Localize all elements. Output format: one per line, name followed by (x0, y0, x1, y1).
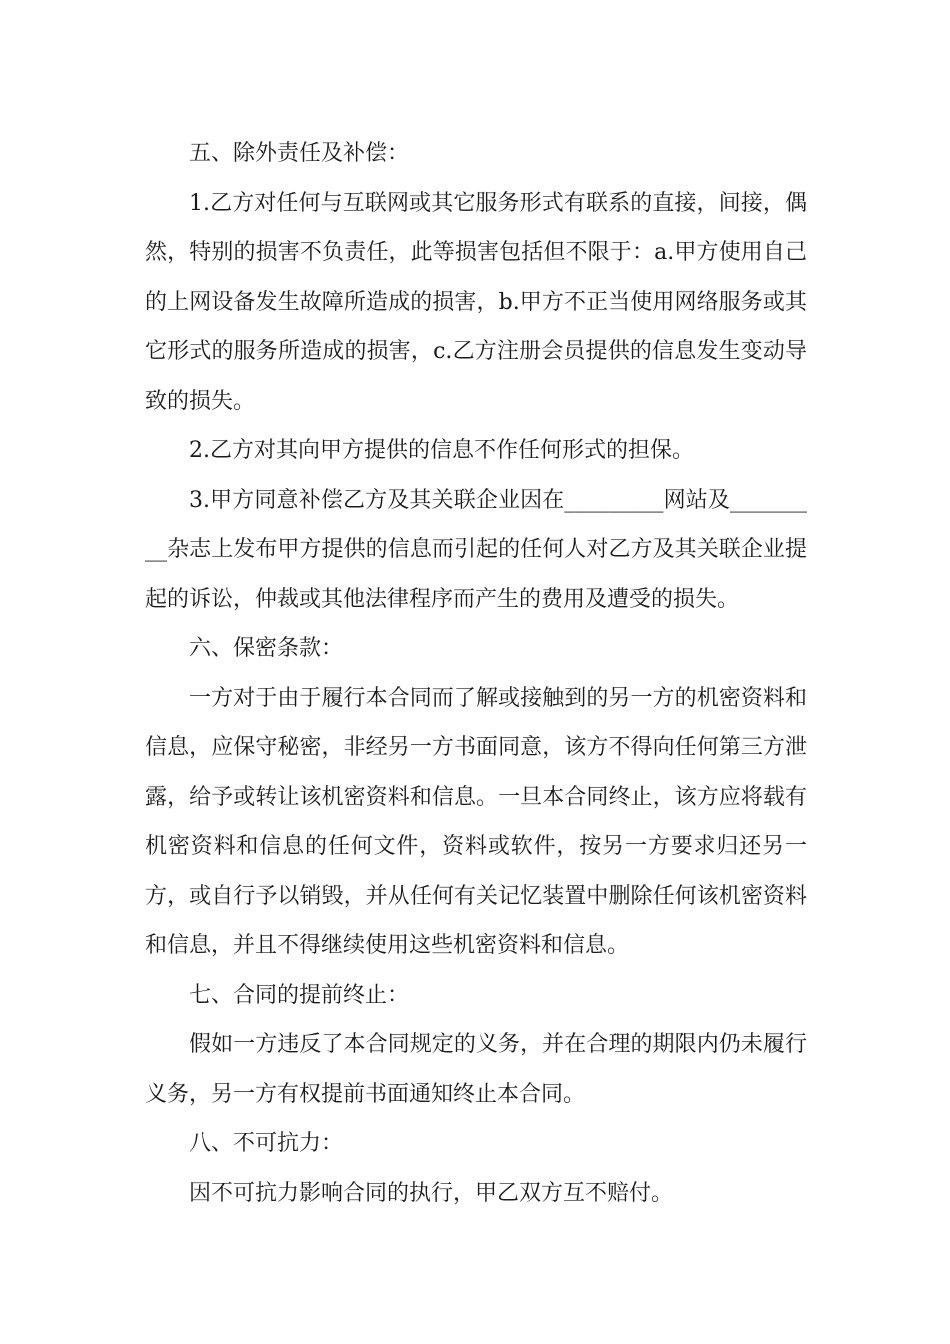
section-heading-force-majeure: 八、不可抗力： (189, 1131, 344, 1156)
paragraph-exclusions-1: 1.乙方对任何与互联网或其它服务形式有联系的直接，间接，偶然，特别的损害不负责任，此等损害包括但不限于：a.甲方使用自己的上网设备发生故障所造成的损害，b.甲方不正当使用网络服务或其它形式的服务所造成的损害，c.乙方注册会员提供的信息发生变动导致的损失。 (145, 190, 807, 414)
paragraph-exclusions-3: 3.甲方同意补偿乙方及其关联企业因在_________网站及_________杂志上发布甲方提供的信息而引起的任何人对乙方及其关联企业提起的诉讼，仲裁或其他法律程序而产生的费用及遭受的损失。 (145, 487, 807, 612)
document-page (145, 129, 807, 1218)
section-heading-early-termination: 七、合同的提前终止： (189, 982, 410, 1008)
section-heading-exclusions: 五、除外责任及补偿： (189, 141, 410, 166)
paragraph-force-majeure: 因不可抗力影响合同的执行，甲乙双方互不赔付。 (189, 1180, 674, 1206)
section-heading-confidentiality: 六、保密条款： (189, 636, 344, 661)
paragraph-exclusions-2: 2.乙方对其向甲方提供的信息不作任何形式的担保。 (189, 438, 694, 463)
paragraph-confidentiality: 一方对于由于履行本合同而了解或接触到的另一方的机密资料和信息，应保守秘密，非经另一方书面同意，该方不得向任何第三方泄露，给予或转让该机密资料和信息。一旦本合同终止，该方应将载有机密资料和信息的任何文件，资料或软件，按另一方要求归还另一方，或自行予以销毁，并从任何有关记忆装置中删除任何该机密资料和信息，并且不得继续使用这些机密资料和信息。 (145, 685, 807, 958)
paragraph-early-termination: 假如一方违反了本合同规定的义务，并在合理的期限内仍未履行义务，另一方有权提前书面通知终止本合同。 (145, 1032, 807, 1107)
